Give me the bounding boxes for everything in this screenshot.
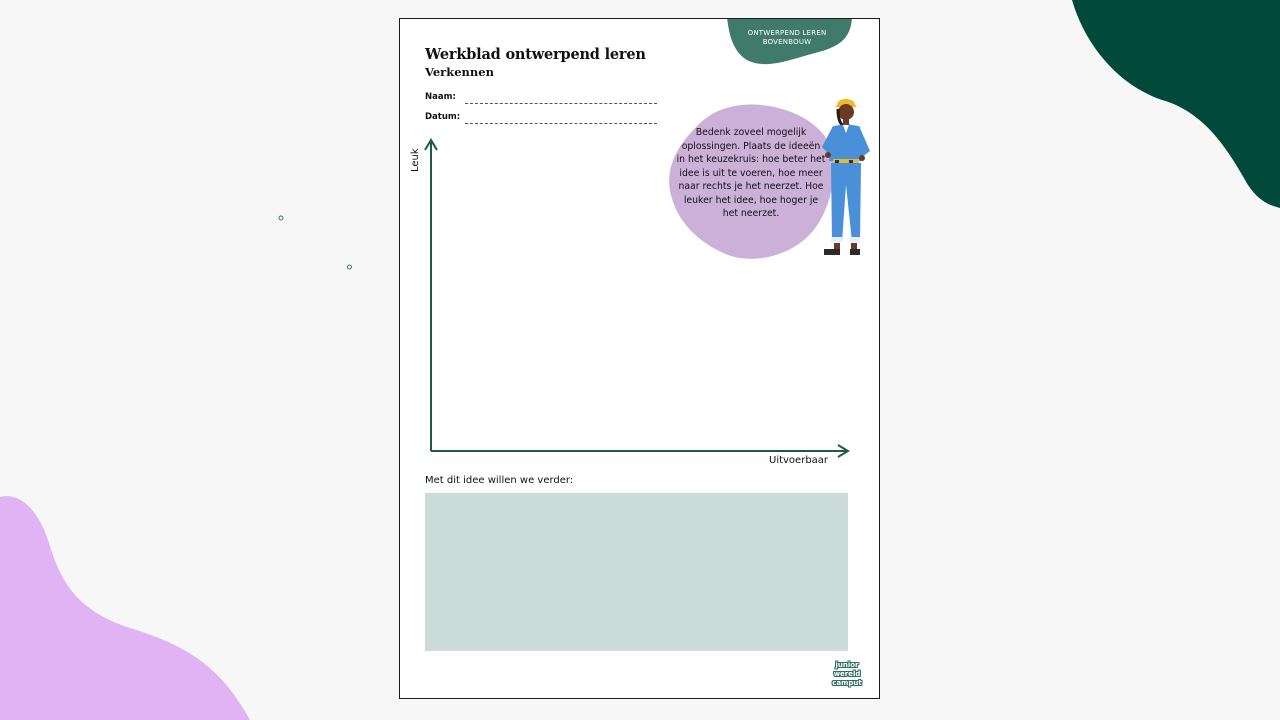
logo xyxy=(828,659,866,689)
x-axis-label: Uitvoerbaar xyxy=(769,455,829,466)
answer-label: Met dit idee willen we verder: xyxy=(425,475,574,486)
name-label: Naam: xyxy=(425,92,456,102)
small-dot xyxy=(279,216,283,220)
instruction-text: Bedenk zoveel mogelijk oplossingen. Plaats de ideeën in het keuzekruis: hoe beter het idee is uit te voeren, hoe meer naar rechts je het neerzet. Hoe leuker het idee, hoe hoger je het neerzet. xyxy=(676,127,826,219)
worksheet-page xyxy=(399,18,880,699)
logo-line: junior xyxy=(835,661,859,669)
answer-box[interactable] xyxy=(425,493,848,651)
y-axis-label: Leuk xyxy=(410,148,421,172)
date-label: Datum: xyxy=(425,112,461,122)
top-right-green-shape xyxy=(1072,0,1280,208)
bottom-left-lavender-shape xyxy=(0,496,250,720)
engineer-illustration xyxy=(816,95,876,265)
page-title: Werkblad ontwerpend leren xyxy=(425,46,646,63)
logo-line: camput xyxy=(832,679,862,687)
small-dot xyxy=(348,265,352,269)
page-subtitle: Verkennen xyxy=(425,65,494,79)
badge-label: ONTWERPEND LEREN BOVENBOUW xyxy=(747,29,827,46)
logo-line: wereld xyxy=(833,670,861,678)
